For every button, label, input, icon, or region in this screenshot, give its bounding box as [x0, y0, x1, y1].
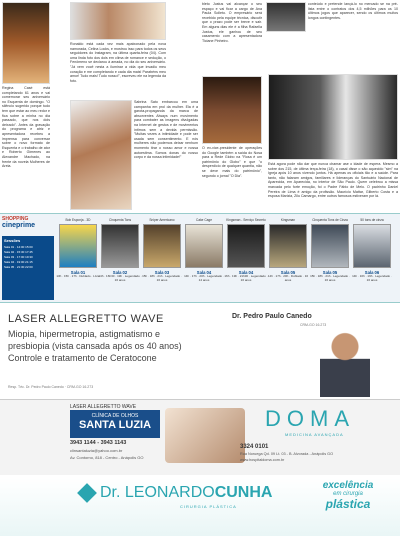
schedule-row: Sala 01 · 14:00 15:00: [4, 245, 33, 249]
article-col4-text: conteúdo e pretende lançá-lo no mercado se na pré-lista entre o contratos dos 4,5 milhões para os 10 últimos jogos que aparecer, sendo os últimos muitos longos contingentes.: [308, 2, 398, 20]
doma-address: Rua Noruega Qd. 09 Lt. 03 - B. Alvorada - Anápolis GO: [240, 452, 334, 456]
movie-info: 15h · 18h · 21h · Legendado · 16 anos: [310, 274, 350, 282]
doctor-photo: [320, 327, 370, 397]
laser-resp: Resp. Téc. Dr. Pedro Paulo Canedo · CRM-GO 16.273: [8, 385, 94, 389]
movie-poster: [311, 224, 349, 268]
movie-info: 14h · 17h · 20h · Dublado · 16 anos: [267, 274, 309, 282]
doctor-name: Dr. Pedro Paulo Canedo: [232, 313, 312, 320]
article-area: [0, 0, 400, 212]
movie-poster: [227, 224, 265, 268]
movie-room: Sala 04: [196, 270, 212, 275]
clinic-box: [70, 410, 160, 438]
clinic-phones: 3943 1144 - 3943 1143: [70, 440, 127, 446]
article-col4b-text: Está agora pode não dar que nunca chamar ase o idade de espera. Mesmo a sobre dos 215, de última terça-feira (18), o casal disse o são aquecido "sim" na Igreja após 10 anos vivendo juntos. Há apenas os oficiais tão e a saúde. Para tanto, não falaram amigos, familiares e lideranças do Santuário Nacional de Aparecida, em Aparecida, no interior de São Paulo. Quem celebrou a missa marcada pelo forte emoção, foi o Padre Fábio de Melo. O padrinho Daniel Pereira de Lima é amigo da profissão. Maurício Mattar, Gilberto Costa e a esposa Marizia, Zilu Camargo, entre outros famosos estiveram por lá.: [268, 162, 398, 199]
movie-poster: [101, 224, 139, 268]
doctor-crm: CRM-GO 16.273: [300, 323, 327, 327]
leo-name-pre: Dr. LEONARDO: [100, 484, 215, 501]
movie-card[interactable]: [56, 218, 100, 298]
movie-title: Kingsman: [280, 218, 296, 222]
leo-sub: CIRURGIA PLÁSTICA: [180, 504, 237, 509]
cinema-logo-top: SHOPPING: [2, 216, 29, 222]
article-col3-text: bleto Justus vai alcançar o seu espaço e vai ficar a cargo de Ana Paula Solleto. O empresário será recebido pela equipe técnica, discutir que o prazo pode ser breve e sair. Em alguns dias ele é a filha Rafaella Justus, ele ganhou de seu casamento com a apresentadora Ticiane Pinheiro.: [202, 2, 262, 43]
movie-room: Sala 03: [154, 270, 170, 275]
movie-card[interactable]: [308, 218, 352, 298]
movie-room: Sala 06: [364, 270, 380, 275]
photo-ronaldo: [70, 2, 166, 40]
movie-title: 50 tons de cinza: [360, 218, 384, 222]
diamond-icon: [77, 483, 97, 503]
cinema-logo: [2, 216, 54, 234]
article-col1-text: Regina Casé está completando 61 anos e vai comemorar seu aniversário no Esquenta de domingo. "O silêncio sugerido porque tudo tem que estar ao meu redor e fica sobre a minha no dia passado, que nos dois deixado". Antes da gravação do programa e atriz e apresentadora recebeu a imprensa para conversar sobre o novo formato de Esquenta e o trabalho de ator e Roberto Gimenes ao Alexandre Machado, na frente da novela Mulheres de Areia.: [2, 86, 50, 169]
movie-card[interactable]: [182, 218, 226, 298]
photo-sabrina: [70, 100, 132, 210]
movie-room: Sala 05: [280, 270, 296, 275]
leo-ad: [0, 478, 400, 536]
movie-room: Sala 01: [70, 270, 86, 275]
movie-card[interactable]: [266, 218, 310, 298]
leo-name: [100, 484, 272, 502]
schedule-row: Sala 04 · 19:00 21:15: [4, 260, 33, 264]
schedule-row: Sala 05 · 21:30 22:00: [4, 265, 33, 269]
cinema-logo-brand: cineprime: [2, 222, 36, 229]
schedule-box: [2, 236, 54, 300]
movie-card[interactable]: [98, 218, 142, 298]
leo-slogan-3: plástica: [325, 497, 371, 511]
leo-slogan: [300, 480, 396, 511]
movie-title: Bob Esponja - 3D: [65, 218, 91, 222]
doma-sub: MEDICINA AVANÇADA: [285, 432, 344, 437]
clinic-name: SANTA LUZIA: [78, 419, 152, 431]
clinic-ad: [0, 400, 400, 475]
movie-title: Cinquenta Tons: [108, 218, 132, 222]
photo-wedding: [268, 74, 398, 160]
doma-logo: DOMA: [265, 406, 355, 431]
movie-title: Cake Cage: [196, 218, 212, 222]
article-col3b-text: O ex-vice-presidente de operações do Google também a saída do Nosa para a Rede Globo na "Rosa é um patrimônio do Globo" e que "o desperdício de qualquer quantia, não se deve mais do patrimônio", segundo o jornal "O Dia".: [202, 146, 262, 178]
doma-site[interactable]: www.hospitaldoma.com.br: [240, 458, 285, 462]
leo-slogan-2: em cirurgia: [333, 491, 363, 497]
photo-top-right: [266, 2, 306, 32]
movie-info: 16h · 19h · 21h30 · Legendado · 16 anos: [224, 274, 268, 282]
movie-poster: [269, 224, 307, 268]
clinic-name-top: CLÍNICA DE OLHOS: [91, 413, 139, 419]
photo-regina: [2, 2, 50, 84]
movie-poster: [59, 224, 97, 268]
article-col2-text: Ronaldo está cada vez mais apaixonado pela nova namorada, Celina Locks, e mostrou isso para todos os seus seguidores do Instagram, na última quarta-feira (04). Com uma linda foto dos dois em clima de romance e sedução, o Fenômeno se declarou à amada, no dia do seu aniversário. "Já vem você nesta a iluminar a vida que invadiu meu coração e me completando e cada dia mais! Parabéns meu amor! Tudo mais! Tudo nosso!", escreveu ele na legenda da foto.: [70, 42, 166, 83]
movie-room: Sala 05: [322, 270, 338, 275]
clinic-address: Av. Contorno, 818 - Centro - Anápolis GO: [70, 455, 144, 460]
laser-ad: [0, 305, 400, 400]
movie-info: 14h · 16h · 19h · Legendado · 16 anos: [352, 274, 392, 282]
movie-title: Cinquenta Tons de Cinza: [312, 218, 348, 222]
movie-title: Kingsman - Serviço Secreto: [226, 218, 266, 222]
movie-room: Sala 02: [112, 270, 128, 275]
schedule-row: Sala 02 · 15:30 17:45: [4, 250, 33, 254]
movie-info: 14h · 16h30 · 19h · Legendado · 16 anos: [98, 274, 142, 282]
article-col2b-text: Sabrina Sato embarcou em uma campanha em prol da mulher. Ela é a garota-propaganda da marca de absorventes Always num movimento para combater as imagens divulgadas na Internet de gestos e de movimentos íntimos sem a devida permissão. "Muitas vezes a intimidade e pode ser usada sem consentimento. E nós mulheres não podemos deixar nenhum momento tirar o nosso amor e nossa autoestima. Somos donas do nosso corpo e da nossa intimidade!": [134, 100, 198, 160]
clinic-label: LASER ALLEGRETTO WAVE: [70, 404, 137, 410]
schedule-label: Sessões: [4, 238, 21, 243]
clinic-photo: [165, 408, 245, 463]
schedule-row: Sala 03 · 17:00 19:30: [4, 255, 33, 259]
movie-info: 14h · 17h · 20h · Legendado · 14 anos: [184, 274, 224, 282]
leo-name-post: CUNHA: [214, 484, 273, 501]
laser-line3: Controle e tratamento de Ceratocone: [8, 353, 157, 363]
photo-justus: [202, 76, 262, 144]
movie-info: 15h · 18h · 21h · Legendado · 16 anos: [142, 274, 182, 282]
doma-phone: 3324 0101: [240, 444, 269, 450]
laser-line2: presbiopia (vista cansada após os 40 anos): [8, 341, 182, 351]
movie-room: Sala 04: [238, 270, 254, 275]
leo-slogan-1: excelência: [322, 480, 374, 491]
movie-info: 13h · 15h · 17h · Dublado · Livre: [56, 274, 100, 278]
laser-title: LASER ALLEGRETTO WAVE: [8, 313, 164, 325]
cinema-listing: [0, 213, 400, 303]
laser-line1: Miopia, hipermetropia, astigmatismo e: [8, 329, 161, 339]
movie-title: Sniper Americano: [149, 218, 175, 222]
movie-card[interactable]: [350, 218, 394, 298]
movie-poster: [353, 224, 391, 268]
movie-poster: [143, 224, 181, 268]
clinic-email: clinsantaluzia@yahoo.com.br: [70, 448, 123, 453]
movie-card[interactable]: [224, 218, 268, 298]
movie-card[interactable]: [140, 218, 184, 298]
movie-poster: [185, 224, 223, 268]
